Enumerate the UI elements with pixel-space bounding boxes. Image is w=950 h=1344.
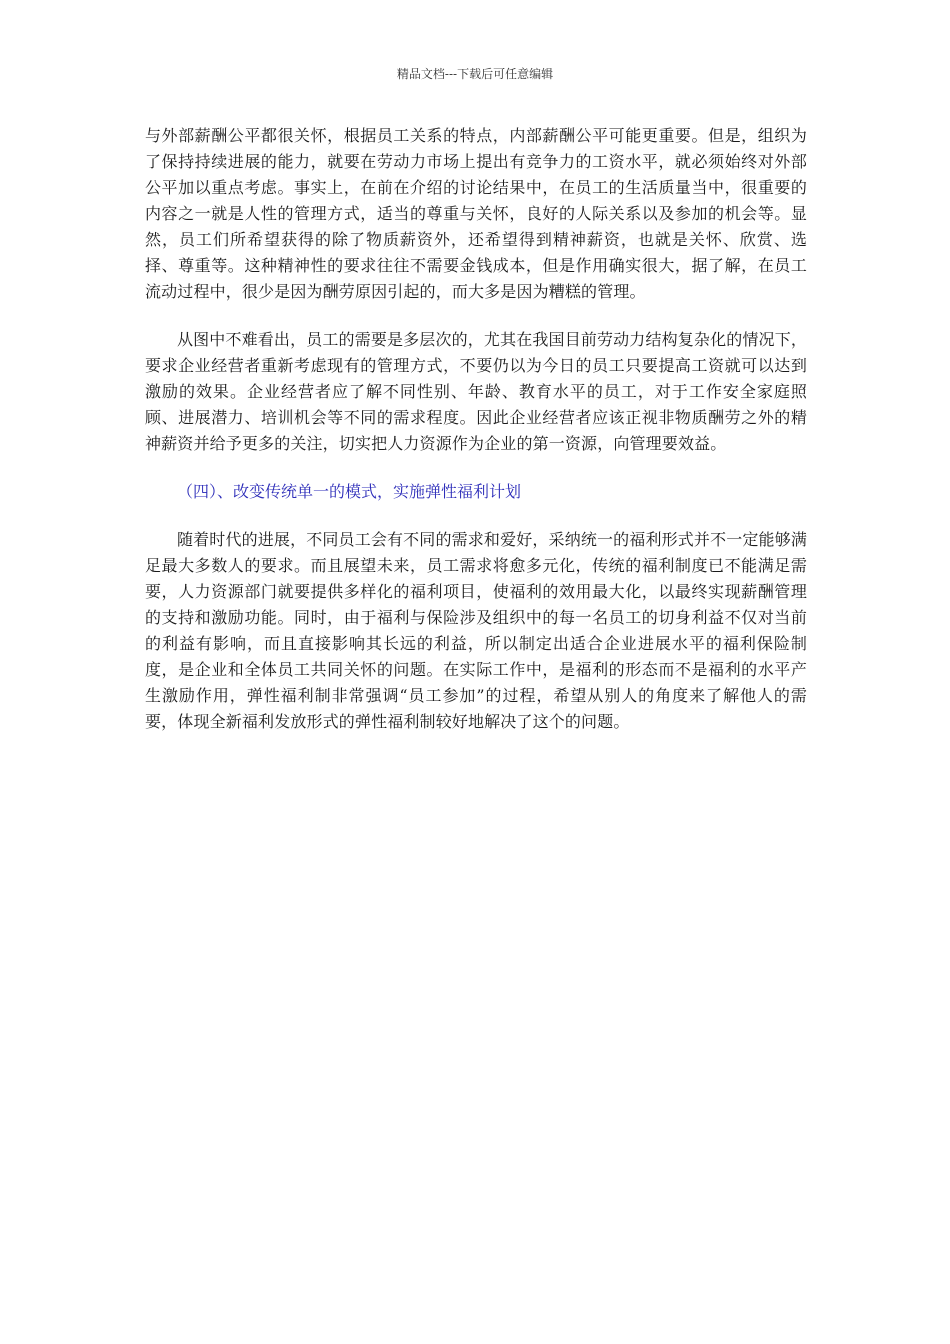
paragraph-gap (145, 505, 807, 527)
section-heading: （四）、改变传统单一的模式，实施弹性福利计划 (177, 482, 522, 501)
paragraph-1: 与外部薪酬公平都很关怀，根据员工关系的特点，内部薪酬公平可能更重要。但是，组织为了保持持续进展的能力，就要在劳动力市场上提出有竞争力的工资水平，就必须始终对外部公平加以重点考虑。事实上，在前在介绍的讨论结果中，在员工的生活质量当中，很重要的内容之一就是人性的管理方式，适当的尊重与关怀，良好的人际关系以及参加的机会等。显然，员工们所希望获得的除了物质薪资外，还希望得到精神薪资，也就是关怀、欣赏、选择、尊重等。这种精神性的要求往往不需要金钱成本，但是作用确实很大，据了解，在员工流动过程中，很少是因为酬劳原因引起的，而大多是因为糟糕的管理。 (145, 126, 807, 301)
paragraph-gap (145, 305, 807, 327)
paragraph-gap (145, 457, 807, 479)
document-body (145, 123, 807, 735)
page-header: 精品文档---下载后可任意编辑 (396, 67, 554, 81)
paragraph-2: 从图中不难看出，员工的需要是多层次的，尤其在我国目前劳动力结构复杂化的情况下，要求企业经营者重新考虑现有的管理方式，不要仍以为今日的员工只要提高工资就可以达到激励的效果。企业经营者应了解不同性别、年龄、教育水平的员工，对于工作安全家庭照顾、进展潜力、培训机会等不同的需求程度。因此企业经营者应该正视非物质酬劳之外的精神薪资并给予更多的关注，切实把人力资源作为企业的第一资源，向管理要效益。 (145, 330, 807, 453)
paragraph-3: 随着时代的进展，不同员工会有不同的需求和爱好，采纳统一的福利形式并不一定能够满足最大多数人的要求。而且展望未来，员工需求将愈多元化，传统的福利制度已不能满足需要，人力资源部门就要提供多样化的福利项目，使福利的效用最大化，以最终实现薪酬管理的支持和激励功能。同时，由于福利与保险涉及组织中的每一名员工的切身利益不仅对当前的利益有影响，而且直接影响其长远的利益，所以制定出适合企业进展水平的福利保险制度，是企业和全体员工共同关怀的问题。在实际工作中，是福利的形态而不是福利的水平产生激励作用，弹性福利制非常强调“员工参加”的过程，希望从别人的角度来了解他人的需要，体现全新福利发放形式的弹性福利制较好地解决了这个的问题。 (145, 530, 807, 731)
